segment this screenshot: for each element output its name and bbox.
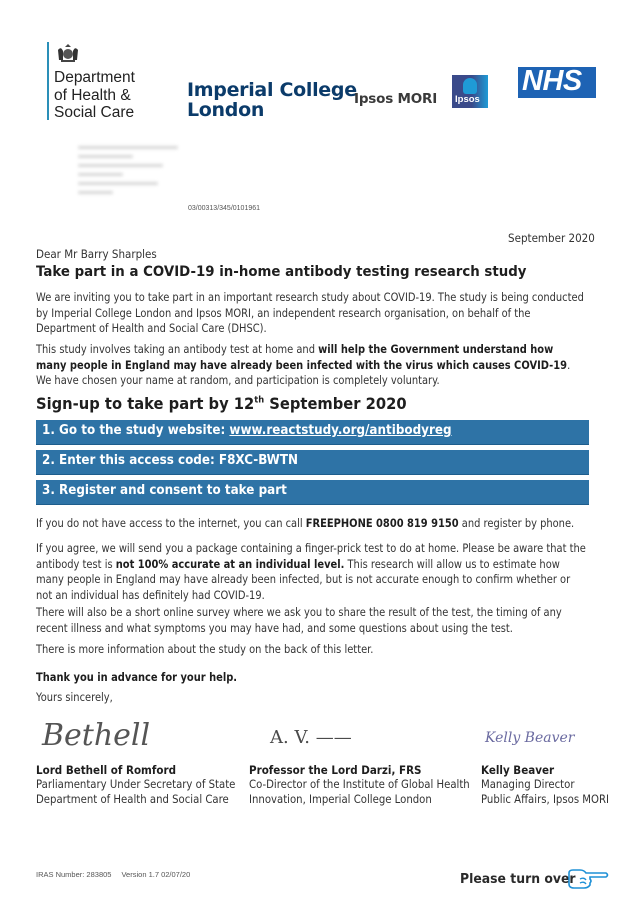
ipsos-logo bbox=[452, 75, 488, 108]
more-info-paragraph: There is more information about the study on the back of this letter. bbox=[36, 642, 374, 656]
bold-text: not 100% accurate at an individual level. bbox=[115, 556, 345, 571]
signatory-role: Department of Health and Social Care bbox=[36, 792, 229, 806]
recipient-address-redacted bbox=[78, 146, 178, 200]
imperial-line-2: London bbox=[187, 99, 265, 121]
thanks-line bbox=[36, 670, 586, 686]
signatory-role: Public Affairs, Ipsos MORI bbox=[481, 792, 610, 806]
dhsc-line-1: Department bbox=[54, 69, 135, 86]
step-3-bar bbox=[36, 480, 589, 504]
greeting: Dear Mr Barry Sharples bbox=[36, 247, 157, 261]
dhsc-logo-bar bbox=[47, 42, 49, 120]
text: and register by phone. bbox=[458, 516, 575, 530]
signatory-name: Professor the Lord Darzi, FRS bbox=[249, 763, 422, 777]
bold-text: will help the Government understand how many people in England may have already been infected with the virus which causes COVID-19 bbox=[36, 342, 568, 372]
text: This study involves taking an antibody test at home and bbox=[36, 342, 319, 356]
signatory-role: Co-Director of the Institute of Global Health bbox=[249, 777, 470, 791]
nhs-logo bbox=[518, 67, 596, 98]
signature-bethell: Bethell bbox=[42, 718, 151, 753]
reference-number: 03/00313/345/0101961 bbox=[188, 205, 261, 212]
dhsc-line-2: of Health & bbox=[54, 86, 131, 104]
freephone-number: FREEPHONE 0800 819 9150 bbox=[305, 516, 459, 530]
imperial-college-logo bbox=[187, 80, 357, 120]
step-1-label: 1. Go to the study website: bbox=[42, 423, 230, 438]
signatory-role: Parliamentary Under Secretary of State bbox=[36, 777, 236, 791]
signatory-role: Managing Director bbox=[481, 777, 575, 791]
step-2-label: 2. Enter this access code: F8XC-BWTN bbox=[42, 453, 299, 468]
ipsos-mori-logo-text: Ipsos MORI bbox=[354, 91, 438, 107]
iras-number: IRAS Number: 283805 bbox=[36, 870, 112, 879]
letter-title: Take part in a COVID-19 in-home antibody testing research study bbox=[36, 264, 527, 280]
superscript: th bbox=[254, 395, 265, 406]
ipsos-head-icon bbox=[463, 78, 477, 94]
signup-heading bbox=[36, 394, 407, 413]
study-website-link[interactable]: www.reactstudy.org/antibodyreg bbox=[229, 423, 452, 438]
signatory-name: Lord Bethell of Romford bbox=[36, 763, 176, 777]
text: Sign-up to take part by 12 bbox=[36, 394, 255, 413]
step-2-bar bbox=[36, 450, 589, 474]
footer-version-info bbox=[36, 870, 200, 879]
signatory-role: Innovation, Imperial College London bbox=[249, 792, 432, 806]
thanks-text: Thank you in advance for your help. bbox=[36, 670, 238, 684]
text: September 2020 bbox=[264, 394, 407, 413]
phone-paragraph bbox=[36, 516, 586, 532]
signatory-name: Kelly Beaver bbox=[481, 763, 555, 777]
dhsc-logo-text bbox=[54, 69, 135, 122]
text: . We have chosen your name at random, and participation is completely voluntary. bbox=[36, 357, 571, 387]
please-turn-over: Please turn over bbox=[460, 871, 576, 887]
text: If you do not have access to the internet, you can call bbox=[36, 516, 306, 530]
text: This research will allow us to estimate how many people in England may have already been infected, but is not accurate enough to confirm whether or not an individual has definitely had COVID-19. bbox=[36, 556, 571, 602]
letter-date: September 2020 bbox=[508, 231, 595, 245]
survey-paragraph: There will also be a short online survey where we ask you to share the result of the test, the timing of any recent illness and what symptoms you may have had, and some questions about using the test. bbox=[36, 605, 562, 635]
study-paragraph bbox=[36, 342, 586, 389]
imperial-line-1: Imperial College bbox=[187, 79, 357, 101]
dhsc-line-3: Social Care bbox=[54, 104, 135, 121]
nhs-logo-text: NHS bbox=[522, 65, 582, 97]
step-3-label: 3. Register and consent to take part bbox=[42, 483, 287, 498]
test-paragraph bbox=[36, 541, 586, 603]
royal-crest-icon bbox=[55, 42, 81, 64]
signature-darzi: A. V. —— bbox=[270, 727, 352, 748]
pointing-hand-icon bbox=[566, 867, 610, 891]
step-1-bar bbox=[36, 420, 589, 444]
closing-line: Yours sincerely, bbox=[36, 690, 113, 704]
signature-beaver: Kelly Beaver bbox=[485, 730, 575, 746]
ipsos-logo-text: Ipsos bbox=[455, 94, 480, 105]
intro-paragraph: We are inviting you to take part in an important research study about COVID-19. The study is being conducted by Imperial College London and Ipsos MORI, an independent research organisation, on behalf of the Department of Health and Social Care (DHSC). bbox=[36, 290, 584, 335]
text: If you agree, we will send you a package containing a finger-prick test to do at home. Please be aware that the antibody test is bbox=[36, 541, 586, 571]
version-number: Version 1.7 02/07/20 bbox=[121, 870, 191, 879]
